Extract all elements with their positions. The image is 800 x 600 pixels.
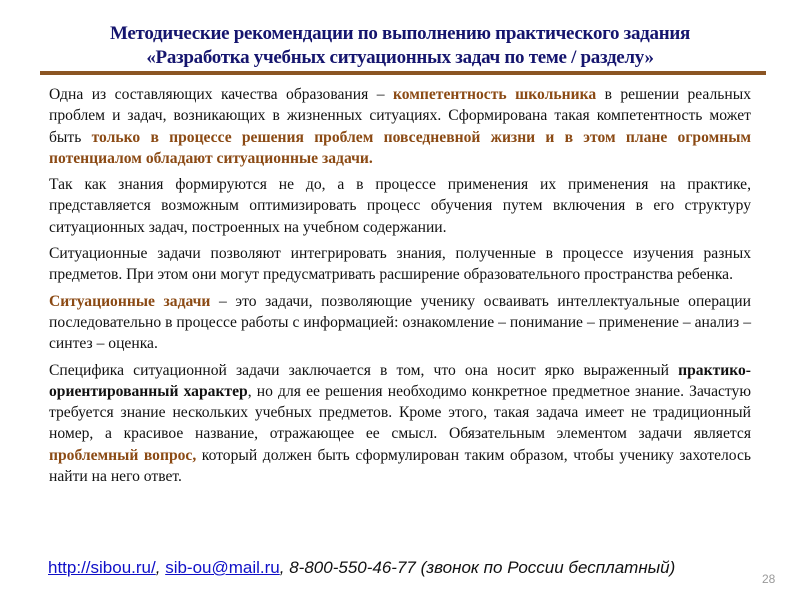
text-segment: Одна из составляющих качества образования – [49,86,393,103]
slide-title [0,22,800,70]
paragraph-competence [49,84,751,169]
phone-text: 8-800-550-46-77 (звонок по России бесплатный) [289,558,676,577]
slide-content [49,84,751,492]
text-segment: Специфика ситуационной задачи заключается в том, что она носит ярко выраженный [49,361,679,379]
text-segment: – это задачи, позволяющие ученику осваивать интеллектуальные операции последовательно в процессе работы с информацией: ознакомление – понимание – применение – анализ – синтез – оценка. [49,292,751,353]
separator: , [155,558,166,577]
paragraph-definition [49,291,751,355]
highlight-problem-question: проблемный вопрос, [49,446,197,464]
text-segment: Ситуационные задачи позволяют интегрировать знания, полученные в процессе изучения разных предметов. При этом они могут предусматривать расширение образовательного пространства ребенка. [49,245,751,284]
title-divider [40,71,766,75]
text-segment: Так как знания формируются не до, а в процессе применения их применения на практике, представляется возможным оптимизировать процесс обучения путем включения в его структуру ситуационных задач, построенных на учебном содержании. [49,176,751,236]
bold-practice-oriented: практико-ориентированный характер [49,361,751,400]
title-line-1: Методические рекомендации по выполнению практического задания [110,23,690,44]
paragraph-specifics [49,360,751,488]
paragraph-knowledge [49,174,751,238]
highlight-everyday-problems: только в процессе решения проблем повседневной жизни и в этом плане огромным потенциалом обладают ситуационные задачи. [49,128,751,167]
website-link[interactable]: http://sibou.ru/ [48,558,156,577]
page-number: 28 [762,572,776,586]
text-segment: в решении реальных проблем и задач, возникающих в жизненных ситуациях. Сформирована такая компетентность может быть [49,86,751,146]
highlight-competence: компетентность школьника [392,86,597,103]
title-line-2: «Разработка учебных ситуационных задач по теме / разделу» [146,47,654,68]
text-segment: , но для ее решения необходимо конкретное предметное знание. Зачастую требуется знание нескольких учебных предметов. Кроме этого, такая задача имеет не традиционный номер, а красивое название, отражающее ее смысл. Обязательным элементом задачи является [49,382,751,443]
paragraph-integration [49,243,751,286]
highlight-situational-tasks: Ситуационные задачи [49,292,211,310]
contact-footer [48,558,675,578]
separator: , [279,558,290,577]
text-segment: который должен быть сформулирован таким образом, чтобы ученику захотелось найти на него ответ. [49,446,751,486]
email-link[interactable]: sib-ou@mail.ru [165,558,280,577]
